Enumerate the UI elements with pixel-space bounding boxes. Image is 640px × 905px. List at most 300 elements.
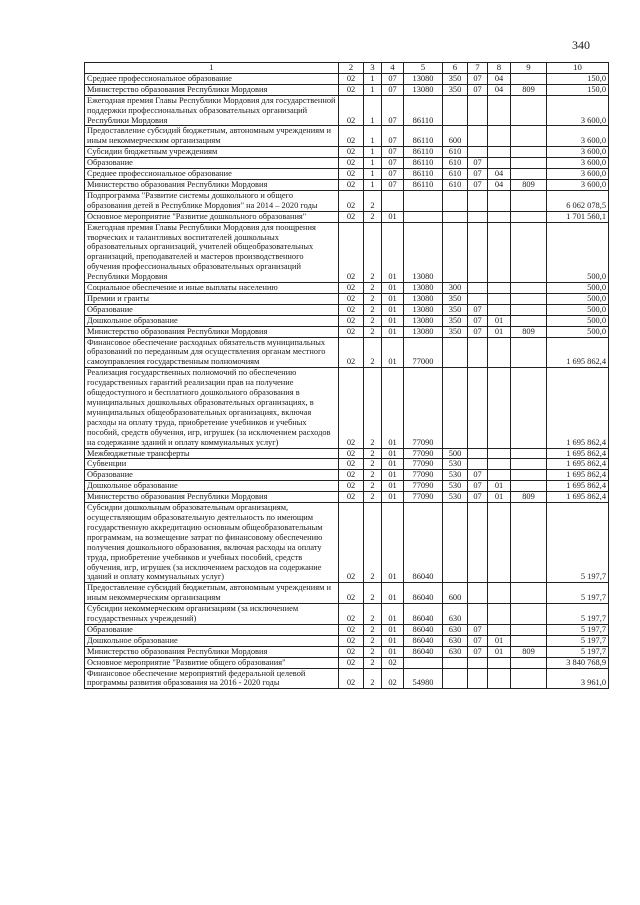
code-subsection: 01 [488, 492, 511, 503]
row-amount: 3 600,0 [547, 169, 609, 180]
code-subsection: 04 [488, 169, 511, 180]
budget-table [84, 62, 609, 689]
code-subprogram: 1 [364, 95, 382, 126]
code-ministry [511, 222, 547, 282]
row-name: Основное мероприятие "Развитие общего образования" [85, 657, 339, 668]
code-section: 07 [468, 169, 488, 180]
code-subsection: 01 [488, 481, 511, 492]
code-subprogram: 2 [364, 459, 382, 470]
code-subsection: 01 [488, 635, 511, 646]
code-event: 07 [382, 126, 404, 147]
code-subprogram: 2 [364, 326, 382, 337]
code-direction: 77090 [404, 448, 443, 459]
code-event: 07 [382, 179, 404, 190]
code-direction: 13080 [404, 283, 443, 294]
table-row [85, 459, 609, 470]
code-direction: 86040 [404, 503, 443, 583]
code-direction: 86040 [404, 604, 443, 625]
code-section [468, 190, 488, 211]
code-section: 07 [468, 73, 488, 84]
code-section [468, 604, 488, 625]
row-amount: 3 600,0 [547, 95, 609, 126]
table-row [85, 503, 609, 583]
code-direction: 77090 [404, 470, 443, 481]
code-event: 01 [382, 459, 404, 470]
table-row [85, 211, 609, 222]
code-event: 02 [382, 657, 404, 668]
code-direction: 54980 [404, 668, 443, 689]
code-ministry [511, 147, 547, 158]
code-event: 01 [382, 583, 404, 604]
row-name: Предоставление субсидий бюджетным, автономным учреждениям и иным некоммерческим организациям [85, 126, 339, 147]
code-section: 07 [468, 326, 488, 337]
code-ministry [511, 190, 547, 211]
code-program: 02 [339, 95, 364, 126]
code-event: 01 [382, 470, 404, 481]
code-program: 02 [339, 459, 364, 470]
row-amount: 3 600,0 [547, 158, 609, 169]
row-name: Ежегодная премия Главы Республики Мордовия для государственной поддержки профессиональных образовательных организаций Республики Мордовия [85, 95, 339, 126]
row-amount: 1 695 862,4 [547, 459, 609, 470]
row-name: Социальное обеспечение и иные выплаты населению [85, 283, 339, 294]
code-section: 07 [468, 179, 488, 190]
row-name: Министерство образования Республики Мордовия [85, 326, 339, 337]
code-subprogram: 2 [364, 448, 382, 459]
row-amount: 5 197,7 [547, 604, 609, 625]
table-row [85, 293, 609, 304]
table-row [85, 337, 609, 368]
code-ministry: 809 [511, 492, 547, 503]
table-row [85, 481, 609, 492]
code-subprogram: 2 [364, 337, 382, 368]
row-name: Основное мероприятие "Развитие дошкольного образования" [85, 211, 339, 222]
table-row [85, 470, 609, 481]
code-section [468, 448, 488, 459]
row-amount: 1 701 560,1 [547, 211, 609, 222]
code-program: 02 [339, 211, 364, 222]
row-amount: 500,0 [547, 293, 609, 304]
code-direction: 13080 [404, 326, 443, 337]
code-event: 01 [382, 604, 404, 625]
code-ministry [511, 503, 547, 583]
row-name: Образование [85, 304, 339, 315]
code-subprogram: 2 [364, 646, 382, 657]
code-direction: 86040 [404, 635, 443, 646]
table-header-row [85, 63, 609, 74]
code-section: 07 [468, 315, 488, 326]
row-name: Образование [85, 624, 339, 635]
code-ministry [511, 668, 547, 689]
row-amount: 1 695 862,4 [547, 368, 609, 448]
code-event: 01 [382, 635, 404, 646]
code-direction: 77000 [404, 337, 443, 368]
code-subsection [488, 190, 511, 211]
code-subsection: 01 [488, 646, 511, 657]
code-subsection [488, 624, 511, 635]
column-header: 3 [364, 63, 382, 74]
code-program: 02 [339, 481, 364, 492]
code-expense-type: 350 [443, 326, 468, 337]
code-subprogram: 2 [364, 283, 382, 294]
code-section [468, 211, 488, 222]
table-row [85, 368, 609, 448]
row-amount: 5 197,7 [547, 624, 609, 635]
row-name: Министерство образования Республики Мордовия [85, 179, 339, 190]
code-expense-type [443, 368, 468, 448]
column-header: 4 [382, 63, 404, 74]
code-subsection [488, 211, 511, 222]
code-section [468, 583, 488, 604]
code-direction: 13080 [404, 293, 443, 304]
code-subprogram: 2 [364, 657, 382, 668]
code-section [468, 126, 488, 147]
code-expense-type: 500 [443, 448, 468, 459]
code-subprogram: 2 [364, 481, 382, 492]
row-name: Среднее профессиональное образование [85, 73, 339, 84]
row-name: Министерство образования Республики Мордовия [85, 492, 339, 503]
row-name: Ежегодная премия Главы Республики Мордовия для поощрения творческих и талантливых воспитателей дошкольных образовательных организаций, учителей общеобразовательных организаций, преподавателей и мастеров производственного обучения профессиональных образовательных организаций Республики Мордовия [85, 222, 339, 282]
code-program: 02 [339, 368, 364, 448]
row-name: Дошкольное образование [85, 635, 339, 646]
code-subsection [488, 448, 511, 459]
code-subprogram: 2 [364, 635, 382, 646]
code-subprogram: 1 [364, 169, 382, 180]
code-direction: 86110 [404, 179, 443, 190]
code-subprogram: 2 [364, 492, 382, 503]
table-row [85, 304, 609, 315]
code-event: 01 [382, 293, 404, 304]
code-program: 02 [339, 470, 364, 481]
code-ministry [511, 95, 547, 126]
code-event: 01 [382, 315, 404, 326]
code-section: 07 [468, 635, 488, 646]
code-expense-type: 630 [443, 604, 468, 625]
table-row [85, 624, 609, 635]
code-ministry: 809 [511, 179, 547, 190]
code-expense-type: 530 [443, 470, 468, 481]
code-subsection: 04 [488, 84, 511, 95]
code-direction: 86040 [404, 624, 443, 635]
code-program: 02 [339, 179, 364, 190]
code-subsection [488, 657, 511, 668]
row-amount: 150,0 [547, 73, 609, 84]
row-name: Предоставление субсидий бюджетным, автономным учреждениям и иным некоммерческим организациям [85, 583, 339, 604]
row-amount: 5 197,7 [547, 635, 609, 646]
code-ministry [511, 624, 547, 635]
code-ministry [511, 657, 547, 668]
code-section [468, 668, 488, 689]
code-subsection [488, 95, 511, 126]
code-expense-type: 610 [443, 158, 468, 169]
code-section [468, 283, 488, 294]
table-row [85, 73, 609, 84]
code-direction: 86110 [404, 169, 443, 180]
row-name: Среднее профессиональное образование [85, 169, 339, 180]
code-ministry: 809 [511, 646, 547, 657]
table-row [85, 158, 609, 169]
code-section: 07 [468, 646, 488, 657]
code-program: 02 [339, 190, 364, 211]
row-amount: 3 600,0 [547, 147, 609, 158]
code-direction: 86110 [404, 147, 443, 158]
code-expense-type: 610 [443, 169, 468, 180]
row-amount: 3 600,0 [547, 179, 609, 190]
code-expense-type [443, 337, 468, 368]
table-row [85, 169, 609, 180]
code-ministry [511, 293, 547, 304]
code-event: 01 [382, 481, 404, 492]
code-expense-type: 530 [443, 459, 468, 470]
code-subsection [488, 604, 511, 625]
row-name: Субсидии некоммерческим организациям (за исключением государственных учреждений) [85, 604, 339, 625]
code-subsection: 04 [488, 179, 511, 190]
code-section: 07 [468, 304, 488, 315]
code-subprogram: 2 [364, 190, 382, 211]
code-subprogram: 2 [364, 604, 382, 625]
code-subprogram: 2 [364, 668, 382, 689]
code-ministry: 809 [511, 84, 547, 95]
code-expense-type [443, 668, 468, 689]
page-number: 340 [572, 38, 590, 52]
code-direction: 13080 [404, 73, 443, 84]
code-ministry [511, 315, 547, 326]
code-expense-type: 350 [443, 73, 468, 84]
code-event: 01 [382, 326, 404, 337]
code-subsection [488, 222, 511, 282]
code-program: 02 [339, 624, 364, 635]
row-amount: 1 695 862,4 [547, 470, 609, 481]
code-direction: 13080 [404, 222, 443, 282]
code-expense-type: 610 [443, 147, 468, 158]
code-subsection [488, 668, 511, 689]
code-subsection [488, 126, 511, 147]
code-direction: 13080 [404, 304, 443, 315]
code-section [468, 222, 488, 282]
row-name: Министерство образования Республики Мордовия [85, 84, 339, 95]
code-subsection [488, 368, 511, 448]
row-amount: 500,0 [547, 222, 609, 282]
column-header: 5 [404, 63, 443, 74]
code-subprogram: 2 [364, 315, 382, 326]
code-section: 07 [468, 492, 488, 503]
code-direction: 86110 [404, 95, 443, 126]
row-name: Дошкольное образование [85, 315, 339, 326]
code-ministry [511, 158, 547, 169]
code-subsection [488, 459, 511, 470]
code-program: 02 [339, 147, 364, 158]
code-subprogram: 2 [364, 211, 382, 222]
row-amount: 500,0 [547, 326, 609, 337]
code-expense-type [443, 503, 468, 583]
code-direction: 86040 [404, 583, 443, 604]
code-subprogram: 2 [364, 583, 382, 604]
code-expense-type: 530 [443, 492, 468, 503]
code-subprogram: 1 [364, 179, 382, 190]
code-subsection: 04 [488, 73, 511, 84]
code-section [468, 657, 488, 668]
code-section [468, 337, 488, 368]
table-row [85, 646, 609, 657]
table-row [85, 95, 609, 126]
code-program: 02 [339, 293, 364, 304]
code-ministry [511, 448, 547, 459]
code-direction: 86040 [404, 646, 443, 657]
table-body [85, 73, 609, 688]
code-program: 02 [339, 492, 364, 503]
code-expense-type: 350 [443, 293, 468, 304]
code-section [468, 459, 488, 470]
code-subprogram: 2 [364, 293, 382, 304]
code-section [468, 503, 488, 583]
code-event: 01 [382, 624, 404, 635]
code-program: 02 [339, 169, 364, 180]
code-direction: 77090 [404, 481, 443, 492]
code-direction [404, 211, 443, 222]
code-event: 07 [382, 84, 404, 95]
code-expense-type: 610 [443, 179, 468, 190]
code-subsection [488, 158, 511, 169]
code-subprogram: 1 [364, 158, 382, 169]
row-name: Межбюджетные трансферты [85, 448, 339, 459]
code-program: 02 [339, 657, 364, 668]
code-expense-type [443, 211, 468, 222]
code-direction: 86110 [404, 126, 443, 147]
table-row [85, 147, 609, 158]
row-name: Реализация государственных полномочий по обеспечению государственных гарантий реализации прав на получение общедоступного и бесплатного дошкольного образования в муниципальных дошкольных образовательных организациях, в муниципальных общеобразовательных организациях, включая расходы на оплату труда, приобретение учебников и учебных пособий, средств обучения, игр, игрушек (за исключением расходов на содержание зданий и оплату коммунальных услуг) [85, 368, 339, 448]
code-section [468, 368, 488, 448]
row-name: Образование [85, 470, 339, 481]
code-event [382, 190, 404, 211]
code-expense-type: 300 [443, 283, 468, 294]
code-ministry [511, 73, 547, 84]
code-ministry [511, 283, 547, 294]
code-event: 07 [382, 169, 404, 180]
table-row [85, 190, 609, 211]
code-event: 01 [382, 503, 404, 583]
code-expense-type [443, 190, 468, 211]
row-name: Субсидии бюджетным учреждениям [85, 147, 339, 158]
code-expense-type: 350 [443, 315, 468, 326]
code-program: 02 [339, 304, 364, 315]
row-amount: 6 062 078,5 [547, 190, 609, 211]
table-row [85, 635, 609, 646]
code-subsection [488, 337, 511, 368]
code-subprogram: 2 [364, 222, 382, 282]
row-amount: 1 695 862,4 [547, 492, 609, 503]
code-section: 07 [468, 624, 488, 635]
code-subprogram: 1 [364, 147, 382, 158]
code-event: 01 [382, 646, 404, 657]
code-expense-type: 600 [443, 126, 468, 147]
row-name: Образование [85, 158, 339, 169]
code-event: 01 [382, 492, 404, 503]
row-name: Финансовое обеспечение расходных обязательств муниципальных образований по переданным для осуществления органам местного самоуправления государственным полномочиям [85, 337, 339, 368]
code-event: 07 [382, 73, 404, 84]
code-expense-type [443, 222, 468, 282]
column-header: 8 [488, 63, 511, 74]
code-program: 02 [339, 668, 364, 689]
code-event: 01 [382, 448, 404, 459]
code-section: 07 [468, 481, 488, 492]
table-row [85, 492, 609, 503]
row-name: Субсидии дошкольным образовательным организациям, осуществляющим образовательную деятельность по имеющим государственную аккредитацию основным общеобразовательным программам, на возмещение затрат по финансовому обеспечению получения дошкольного образования, включая расходы на оплату труда, приобретение учебников и учебных пособий, средств обучения, игр, игрушек (за исключением расходов на содержание зданий и оплату коммунальных услуг) [85, 503, 339, 583]
code-program: 02 [339, 126, 364, 147]
table-row [85, 604, 609, 625]
code-subprogram: 2 [364, 470, 382, 481]
code-ministry [511, 368, 547, 448]
code-program: 02 [339, 326, 364, 337]
column-header: 6 [443, 63, 468, 74]
code-expense-type: 630 [443, 624, 468, 635]
table-row [85, 179, 609, 190]
code-section: 07 [468, 470, 488, 481]
code-direction: 86110 [404, 158, 443, 169]
code-section: 07 [468, 84, 488, 95]
code-subsection [488, 503, 511, 583]
table-row [85, 657, 609, 668]
code-direction [404, 657, 443, 668]
row-name: Премии и гранты [85, 293, 339, 304]
row-amount: 5 197,7 [547, 503, 609, 583]
code-subsection [488, 147, 511, 158]
code-event: 07 [382, 147, 404, 158]
code-ministry [511, 583, 547, 604]
code-ministry [511, 604, 547, 625]
code-event: 07 [382, 158, 404, 169]
code-program: 02 [339, 158, 364, 169]
code-subprogram: 1 [364, 84, 382, 95]
column-header: 1 [85, 63, 339, 74]
row-amount: 500,0 [547, 304, 609, 315]
code-ministry [511, 470, 547, 481]
code-subprogram: 2 [364, 503, 382, 583]
code-expense-type [443, 657, 468, 668]
code-program: 02 [339, 604, 364, 625]
table-row [85, 448, 609, 459]
row-name: Дошкольное образование [85, 481, 339, 492]
code-expense-type: 600 [443, 583, 468, 604]
column-header: 2 [339, 63, 364, 74]
table-row [85, 315, 609, 326]
code-subsection [488, 293, 511, 304]
column-header: 9 [511, 63, 547, 74]
row-amount: 3 840 768,9 [547, 657, 609, 668]
table-row [85, 283, 609, 294]
code-ministry: 809 [511, 326, 547, 337]
code-program: 02 [339, 337, 364, 368]
row-name: Субвенции [85, 459, 339, 470]
code-subprogram: 1 [364, 126, 382, 147]
code-direction: 77090 [404, 368, 443, 448]
row-amount: 1 695 862,4 [547, 337, 609, 368]
code-subprogram: 1 [364, 73, 382, 84]
code-subsection [488, 470, 511, 481]
code-expense-type: 630 [443, 635, 468, 646]
row-name: Министерство образования Республики Мордовия [85, 646, 339, 657]
code-subsection [488, 304, 511, 315]
row-amount: 500,0 [547, 283, 609, 294]
code-ministry [511, 635, 547, 646]
code-program: 02 [339, 84, 364, 95]
code-ministry [511, 211, 547, 222]
code-expense-type: 350 [443, 304, 468, 315]
column-header: 7 [468, 63, 488, 74]
row-amount: 150,0 [547, 84, 609, 95]
code-section [468, 147, 488, 158]
code-expense-type: 630 [443, 646, 468, 657]
code-event: 02 [382, 668, 404, 689]
code-program: 02 [339, 283, 364, 294]
